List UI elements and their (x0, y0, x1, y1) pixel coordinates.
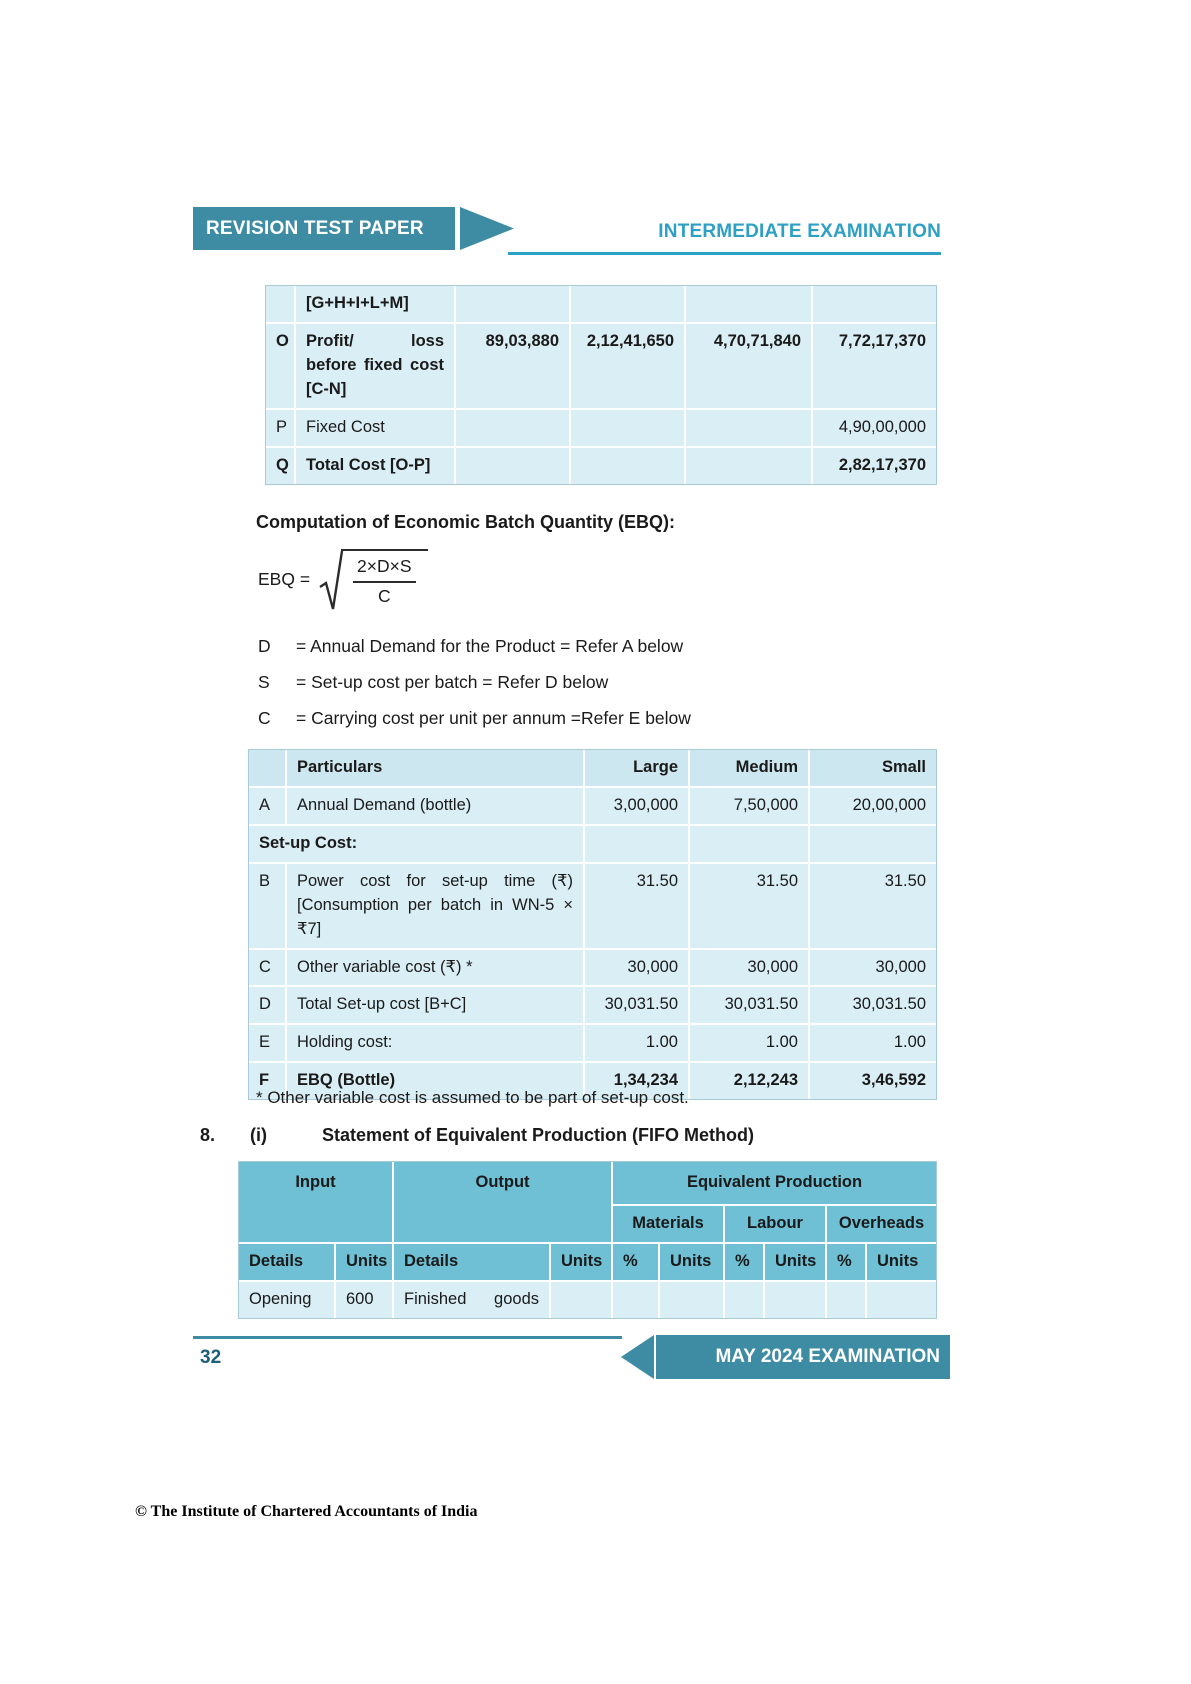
value-cell: 31.50 (585, 864, 690, 950)
value-cell: 31.50 (690, 864, 810, 950)
section-label-cell: Set-up Cost: (249, 826, 585, 864)
value-cell: 89,03,880 (456, 324, 571, 410)
value-cell (456, 448, 571, 484)
table-column-header-row (239, 1244, 936, 1282)
definition-letter: C (258, 708, 271, 728)
question-subpart: (i) (250, 1125, 267, 1145)
value-cell (456, 410, 571, 448)
table-row (249, 1025, 936, 1063)
column-header-units: Units (867, 1244, 936, 1282)
value-cell: 30,031.50 (585, 987, 690, 1025)
row-label-cell: F (249, 1063, 287, 1099)
value-cell: 30,000 (690, 950, 810, 988)
value-cell: 31.50 (810, 864, 936, 950)
row-label-cell: O (266, 324, 296, 410)
group-header-output: Output (394, 1162, 613, 1244)
value-cell: 7,50,000 (690, 788, 810, 826)
row-label-cell: Q (266, 448, 296, 484)
row-desc-cell: Profit/ loss before fixed cost [C-N] (296, 324, 456, 410)
row-label-cell: D (249, 987, 287, 1025)
table-row (249, 788, 936, 826)
value-cell: 2,12,243 (690, 1063, 810, 1099)
ebq-formula (258, 548, 428, 614)
ebq-computation-table (248, 749, 937, 1100)
value-cell (571, 448, 686, 484)
value-cell: 3,46,592 (861, 1071, 926, 1090)
column-header-percent: % (725, 1244, 765, 1282)
table-row (249, 864, 936, 950)
fraction-denominator: C (377, 586, 391, 606)
row-label-cell: C (249, 950, 287, 988)
value-cell (686, 286, 813, 324)
column-header-units: Units (551, 1244, 613, 1282)
header-cell-small: Small (810, 750, 936, 788)
value-cell (810, 826, 936, 864)
title-underline (508, 252, 941, 255)
definition-line (258, 708, 691, 729)
equivalent-production-table (238, 1161, 937, 1319)
question-number: 8. (200, 1125, 216, 1145)
footer-arrow-icon (621, 1335, 654, 1379)
value-cell: 20,00,000 (810, 788, 936, 826)
input-units-cell: 600 (336, 1282, 394, 1318)
page-title: INTERMEDIATE EXAMINATION (658, 221, 941, 242)
table-row (249, 826, 936, 864)
value-cell: 4,70,71,840 (686, 324, 813, 410)
definition-text: = Carrying cost per unit per annum =Refer E below (296, 708, 691, 728)
copyright-notice: © The Institute of Chartered Accountants of India (135, 1503, 478, 1520)
header-cell-particulars: Particulars (287, 750, 585, 788)
table-row (266, 286, 936, 324)
input-details-cell: Opening (239, 1282, 336, 1318)
footer-banner: MAY 2024 EXAMINATION (656, 1335, 950, 1379)
materials-percent-cell (613, 1282, 660, 1318)
value-cell: 30,031.50 (690, 987, 810, 1025)
definition-letter: S (258, 672, 270, 692)
output-details-cell: Finished goods (394, 1282, 551, 1318)
table-row (266, 324, 936, 410)
overheads-units-cell (867, 1282, 936, 1318)
value-cell: 30,000 (585, 950, 690, 988)
value-cell (690, 826, 810, 864)
footer-rule (193, 1336, 622, 1339)
fraction-numerator: 2×D×S (353, 556, 415, 583)
value-cell (813, 286, 936, 324)
column-header-details: Details (394, 1244, 551, 1282)
definition-letter: D (258, 636, 271, 656)
value-cell (686, 410, 813, 448)
row-desc-cell: Total Cost [O-P] (296, 448, 456, 484)
table-header-row (249, 750, 936, 788)
particulars-cell: Holding cost: (287, 1025, 585, 1063)
formula-lhs: EBQ = (258, 569, 311, 589)
row-desc-cell: Fixed Cost (296, 410, 456, 448)
value-cell: 1,34,234 (585, 1063, 690, 1099)
particulars-cell: EBQ (Bottle) (287, 1063, 585, 1099)
column-header-units: Units (765, 1244, 827, 1282)
square-root (318, 548, 427, 614)
table-group-header-row (239, 1162, 936, 1206)
question-title: Statement of Equivalent Production (FIFO Method) (322, 1125, 754, 1145)
subgroup-header-labour: Labour (725, 1206, 827, 1244)
column-header-units: Units (660, 1244, 725, 1282)
column-header-percent: % (613, 1244, 660, 1282)
value-cell (585, 826, 690, 864)
table-row (249, 987, 936, 1025)
definition-text: = Set-up cost per batch = Refer D below (296, 672, 609, 692)
row-desc-cell: [G+H+I+L+M] (296, 286, 456, 324)
row-label-cell (266, 286, 296, 324)
particulars-cell: Other variable cost (₹) * (287, 950, 585, 988)
row-label-cell: E (249, 1025, 287, 1063)
subgroup-header-materials: Materials (613, 1206, 725, 1244)
value-cell: 30,000 (810, 950, 936, 988)
labour-percent-cell (725, 1282, 765, 1318)
particulars-cell: Power cost for set-up time (₹) [Consumption per batch in WN-5 × ₹7] (287, 864, 585, 950)
value-cell: 7,72,17,370 (813, 324, 936, 410)
question-8-heading (200, 1125, 754, 1146)
materials-units-cell (660, 1282, 725, 1318)
particulars-cell: Annual Demand (bottle) (287, 788, 585, 826)
row-label-cell: A (249, 788, 287, 826)
row-label-cell: B (249, 864, 287, 950)
footnote: * Other variable cost is assumed to be part of set-up cost. (256, 1088, 689, 1107)
definition-text: = Annual Demand for the Product = Refer A below (296, 636, 684, 656)
value-cell (456, 286, 571, 324)
header-cell (249, 750, 287, 788)
value-cell: 2,82,17,370 (838, 455, 926, 474)
table-row (266, 448, 936, 484)
header-cell-medium: Medium (690, 750, 810, 788)
table-row (239, 1282, 936, 1318)
group-header-input: Input (239, 1162, 394, 1244)
value-cell: 4,90,00,000 (813, 410, 936, 448)
table-row (266, 410, 936, 448)
overheads-percent-cell (827, 1282, 867, 1318)
particulars-cell: Total Set-up cost [B+C] (287, 987, 585, 1025)
fraction (353, 556, 415, 607)
value-cell: 3,00,000 (585, 788, 690, 826)
value-cell: 1.00 (810, 1025, 936, 1063)
group-header-equivalent-production: Equivalent Production (613, 1162, 936, 1206)
radicand (341, 549, 427, 607)
value-cell: 1.00 (585, 1025, 690, 1063)
value-cell: 2,12,41,650 (571, 324, 686, 410)
value-cell: 30,031.50 (810, 987, 936, 1025)
value-cell (571, 286, 686, 324)
variable-definitions (258, 636, 691, 744)
column-header-details: Details (239, 1244, 336, 1282)
value-cell (571, 410, 686, 448)
row-label-cell: P (266, 410, 296, 448)
definition-line (258, 636, 691, 657)
header-banner-label: REVISION TEST PAPER (193, 207, 455, 250)
column-header-units: Units (336, 1244, 394, 1282)
cost-summary-table (265, 285, 937, 485)
page-number: 32 (200, 1347, 222, 1368)
value-cell: 1.00 (690, 1025, 810, 1063)
subgroup-header-overheads: Overheads (827, 1206, 936, 1244)
value-cell (686, 448, 813, 484)
definition-line (258, 672, 691, 693)
table-row (249, 950, 936, 988)
banner-arrow-icon (460, 207, 514, 250)
column-header-percent: % (827, 1244, 867, 1282)
output-units-cell (551, 1282, 613, 1318)
header-cell-large: Large (585, 750, 690, 788)
labour-units-cell (765, 1282, 827, 1318)
ebq-section-heading: Computation of Economic Batch Quantity (EBQ): (256, 512, 675, 532)
